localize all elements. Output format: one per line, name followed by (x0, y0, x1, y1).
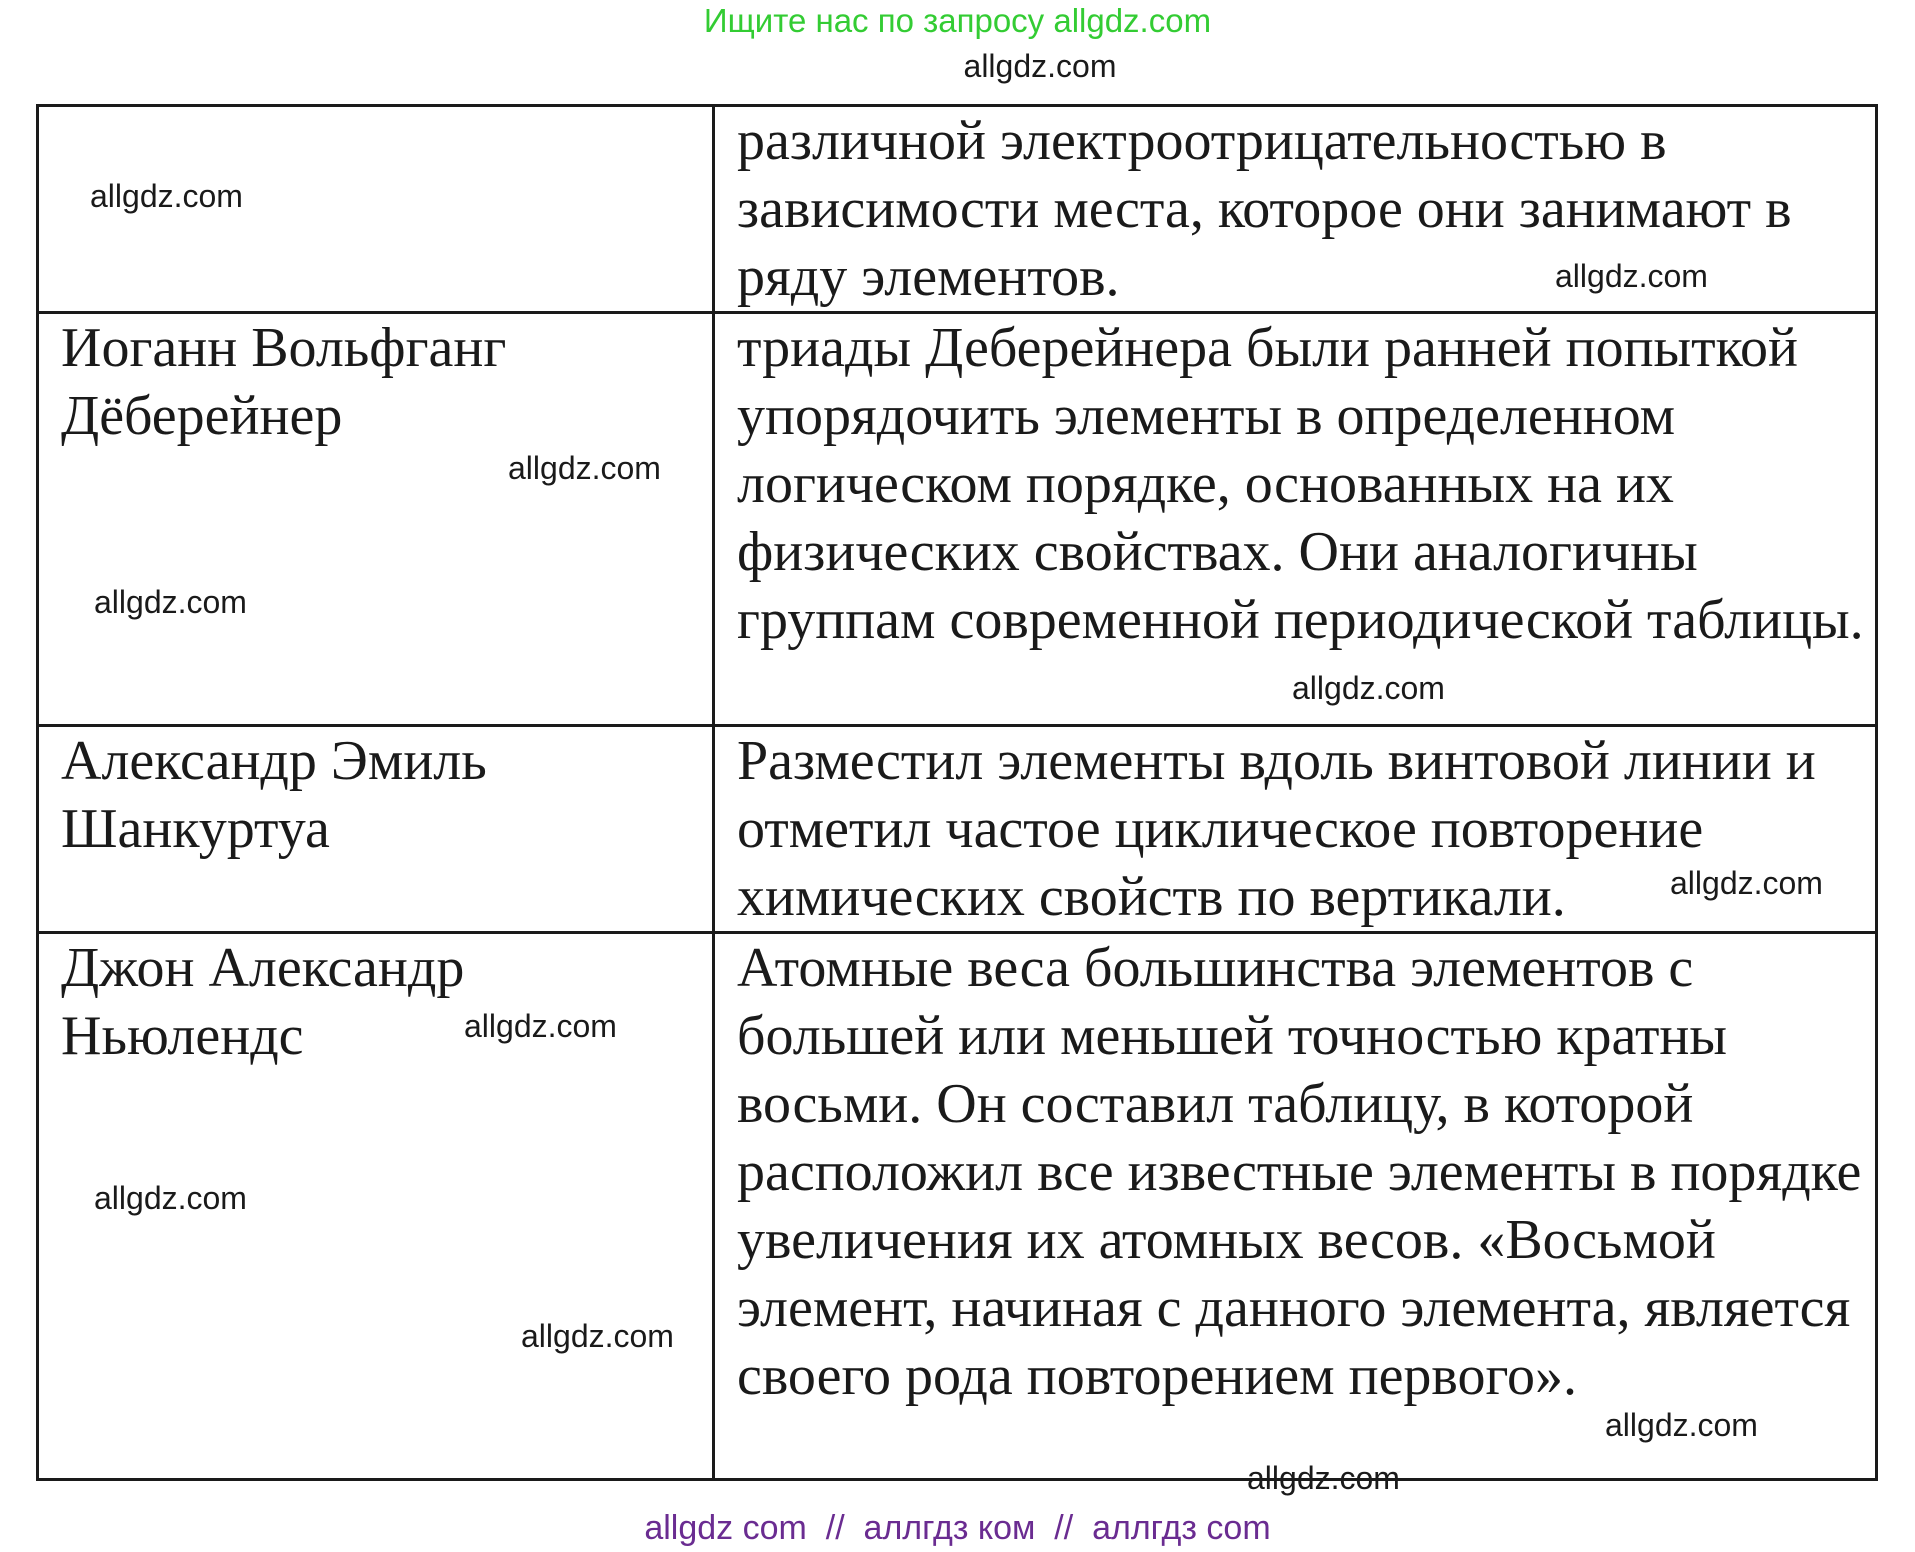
scientist-description: Разместил элементы вдоль винтовой линии и отметил частое циклическое повторение химических свойств по вертикали. (737, 730, 1816, 928)
watermark: allgdz.com (1247, 1460, 1400, 1496)
name-cell (38, 313, 714, 726)
watermark: allgdz.com (90, 178, 243, 214)
scientist-name: Иоганн Вольфганг Дёберейнер (61, 317, 507, 447)
header-watermark: allgdz.com (963, 48, 1117, 84)
watermark: allgdz.com (1670, 865, 1823, 901)
pioneers-table (36, 104, 1878, 1481)
watermark: allgdz.com (464, 1008, 617, 1044)
scientist-description: различной электроотрицательностью в зависимости места, которое они занимают в ряду элементов. (737, 110, 1792, 308)
watermark: allgdz.com (94, 584, 247, 620)
watermark: allgdz.com (94, 1180, 247, 1216)
watermark: allgdz.com (508, 450, 661, 486)
name-cell (38, 726, 714, 933)
watermark: allgdz.com (1555, 258, 1708, 294)
watermark: allgdz.com (521, 1318, 674, 1354)
watermark: allgdz.com (1605, 1407, 1758, 1443)
table-row (38, 726, 1877, 933)
description-cell (714, 313, 1877, 726)
description-cell (714, 933, 1877, 1480)
search-banner: Ищите нас по запросу allgdz.com (703, 2, 1212, 39)
description-cell (714, 726, 1877, 933)
watermark: allgdz.com (1292, 670, 1445, 706)
scientist-description: Атомные веса большинства элементов с большей или меньшей точностью кратны восьми. Он составил таблицу, в которой расположил все известные элементы в порядке увеличения их атомных весов. «Восьмой элемент, начиная с данного элемента, является своего рода повторением первого». (737, 937, 1862, 1407)
scientist-name: Александр Эмиль Шанкуртуа (61, 730, 487, 860)
scientist-description: триады Деберейнера были ранней попыткой упорядочить элементы в определенном логическом порядке, основанных на их физических свойствах. Они аналогичны группам современной периодической таблицы. (737, 317, 1864, 651)
scientist-name: Джон Александр Ньюлендс (61, 937, 465, 1067)
footer-watermark: allgdz com // аллгдз ком // аллгдз com (644, 1509, 1271, 1547)
table-row (38, 313, 1877, 726)
table-row (38, 933, 1877, 1480)
